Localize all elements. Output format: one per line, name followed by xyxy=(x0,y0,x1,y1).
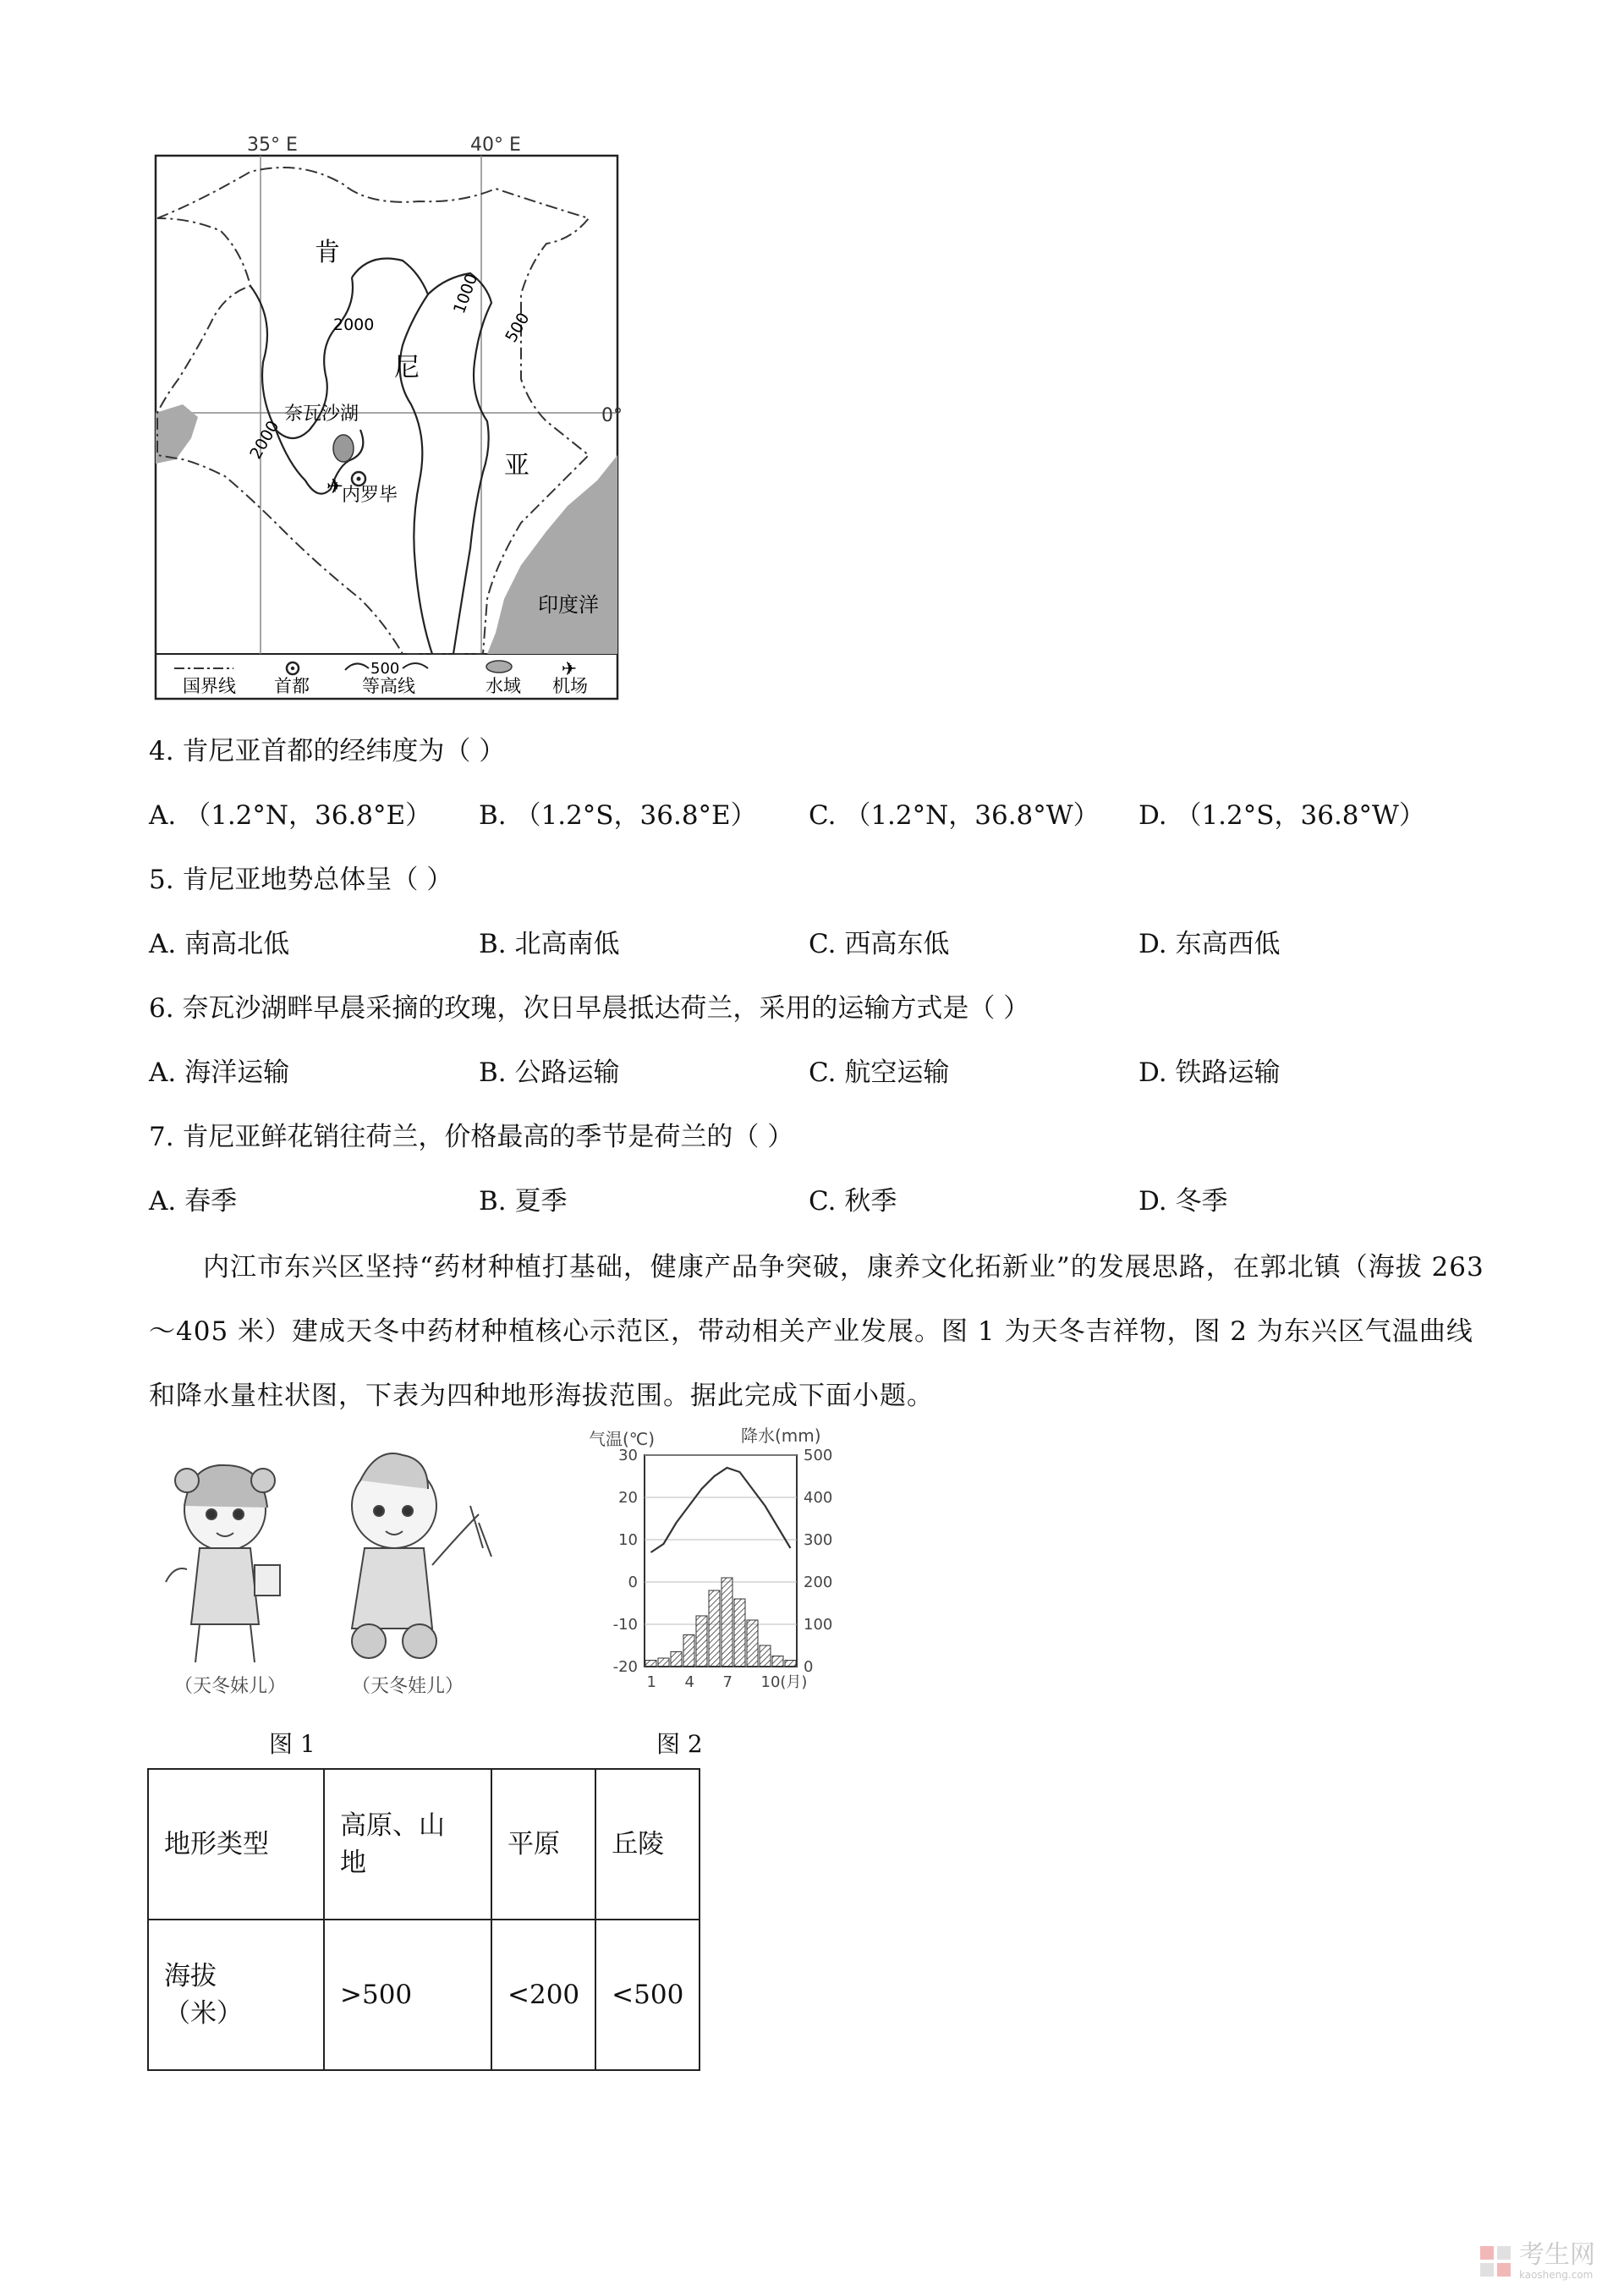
left-ticks xyxy=(613,1447,638,1676)
lake-label: 奈瓦沙湖 xyxy=(284,404,359,425)
header-plateau-mountain xyxy=(324,1769,491,1920)
q4-option-b[interactable]: B. （1.2°S，36.8°E） xyxy=(479,800,757,831)
mascot-girl-caption: （天冬妹儿） xyxy=(174,1676,287,1697)
table-row-elevation xyxy=(148,1920,700,2070)
q6-option-b[interactable]: B. 公路运输 xyxy=(479,1057,620,1088)
header-plateau-line1: 高原、山 xyxy=(340,1810,445,1841)
legend-water-label: 水域 xyxy=(486,676,521,696)
precip-bar xyxy=(760,1645,771,1667)
cell-plateau-mountain: >500 xyxy=(324,1920,491,2070)
precip-bar xyxy=(734,1599,745,1667)
left-tick-label: -20 xyxy=(612,1658,638,1676)
header-plain: 平原 xyxy=(491,1769,595,1920)
right-tick-label: 100 xyxy=(804,1616,833,1634)
mascot-boy xyxy=(352,1453,491,1658)
q7-option-c[interactable]: C. 秋季 xyxy=(809,1186,897,1217)
cell-plain: <200 xyxy=(491,1920,595,2070)
contour-label-2000-a: 2000 xyxy=(333,316,375,334)
q7-option-d[interactable]: D. 冬季 xyxy=(1138,1186,1228,1217)
legend-contour-label: 等高线 xyxy=(362,676,415,696)
watermark-text: 考生网 xyxy=(1519,2240,1595,2270)
header-terrain-type: 地形类型 xyxy=(148,1769,324,1920)
question-7-number: 7. xyxy=(149,1122,174,1152)
row-label-line1: 海拔 xyxy=(164,1961,217,1991)
contour-label-2000-b: 2000 xyxy=(246,417,283,463)
question-5-stem: 肯尼亚地势总体呈（ ） xyxy=(182,865,453,895)
right-ticks xyxy=(804,1447,832,1676)
question-4 xyxy=(149,734,505,768)
passage-text: 内江市东兴区坚持“药材种植打基础，健康产品争突破，康养文化拓新业”的发展思路，在郭北镇（海拔 263～405 米）建成天冬中药材种植核心示范区，带动相关产业发展。图 1 为天冬吉祥物，图 2 为东兴区气温曲线和降水量柱状图，下表为四种地形海拔范围。据此完成下面小题。 xyxy=(149,1252,1484,1411)
left-tick-label: 20 xyxy=(618,1489,638,1507)
watermark-subtext: kaosheng.com xyxy=(1519,2269,1594,2281)
precip-bar xyxy=(721,1578,732,1667)
q5-option-d[interactable]: D. 东高西低 xyxy=(1138,929,1281,959)
lon-label-40e: 40° E xyxy=(470,135,521,156)
right-tick-label: 400 xyxy=(804,1489,833,1507)
q5-option-c[interactable]: C. 西高东低 xyxy=(809,929,950,959)
country-char-1: 肯 xyxy=(315,238,340,267)
right-tick-label: 500 xyxy=(804,1447,833,1464)
question-4-number: 4. xyxy=(149,736,174,766)
header-hills: 丘陵 xyxy=(595,1769,700,1920)
gridlines xyxy=(645,1455,797,1667)
right-tick-label: 200 xyxy=(804,1574,833,1591)
right-axis-title: 降水(mm) xyxy=(741,1425,821,1446)
figure-2-caption: 图 2 xyxy=(656,1730,703,1758)
left-tick-label: -10 xyxy=(612,1616,638,1634)
right-tick-label: 0 xyxy=(804,1658,814,1676)
question-7-stem: 肯尼亚鲜花销往荷兰，价格最高的季节是荷兰的（ ） xyxy=(182,1122,794,1152)
cell-hills: <500 xyxy=(595,1920,700,2070)
question-6 xyxy=(149,991,1029,1025)
lake-naivasha-shape xyxy=(333,435,354,462)
q4-option-a[interactable]: A. （1.2°N，36.8°E） xyxy=(149,800,432,831)
x-tick-label: 1 xyxy=(646,1673,656,1691)
country-char-2: 尼 xyxy=(394,353,420,382)
country-char-3: 亚 xyxy=(504,451,529,481)
precip-bar xyxy=(683,1635,694,1667)
mascot-girl xyxy=(166,1465,280,1662)
figure-2-climate-chart xyxy=(572,1421,868,1717)
contour-label-1000: 1000 xyxy=(450,271,482,316)
precip-bar xyxy=(709,1590,720,1667)
q5-option-a[interactable]: A. 南高北低 xyxy=(149,929,290,959)
left-tick-label: 30 xyxy=(618,1447,638,1464)
left-tick-label: 10 xyxy=(618,1531,638,1549)
q6-option-a[interactable]: A. 海洋运输 xyxy=(149,1057,290,1088)
q4-option-c[interactable]: C. （1.2°N，36.8°W） xyxy=(809,800,1100,831)
figure-1-caption: 图 1 xyxy=(269,1730,315,1758)
question-6-number: 6. xyxy=(149,993,174,1024)
mascot-boy-caption: （天冬娃儿） xyxy=(352,1676,464,1697)
watermark-logo-icon xyxy=(1479,2244,1512,2278)
x-tick-label: 10(月) xyxy=(760,1673,808,1691)
q7-option-a[interactable]: A. 春季 xyxy=(149,1186,238,1217)
precip-bar xyxy=(696,1616,707,1667)
table-header-row xyxy=(148,1769,700,1920)
left-axis-title: 气温(℃) xyxy=(589,1429,656,1449)
precip-bars xyxy=(645,1578,796,1667)
legend-border-label: 国界线 xyxy=(183,676,236,696)
precip-bar xyxy=(645,1661,656,1667)
question-5-number: 5. xyxy=(149,865,174,895)
precip-bar xyxy=(747,1620,758,1667)
left-tick-label: 0 xyxy=(628,1574,638,1591)
x-ticks xyxy=(647,1673,808,1691)
plot-frame xyxy=(645,1455,797,1667)
watermark xyxy=(1479,2242,1595,2281)
ocean-label: 印度洋 xyxy=(538,593,599,617)
legend-capital-label: 首都 xyxy=(274,676,310,696)
airport-icon: ✈ xyxy=(326,475,344,498)
q4-option-d[interactable]: D. （1.2°S，36.8°W） xyxy=(1138,800,1425,831)
precip-bar xyxy=(658,1658,669,1667)
q6-option-d[interactable]: D. 铁路运输 xyxy=(1138,1057,1281,1088)
question-6-stem: 奈瓦沙湖畔早晨采摘的玫瑰，次日早晨抵达荷兰，采用的运输方式是（ ） xyxy=(182,993,1030,1024)
legend-contour-value: 500 xyxy=(370,660,400,678)
contour-label-500: 500 xyxy=(502,310,534,346)
header-plateau-line2: 地 xyxy=(340,1848,366,1878)
legend-airport-symbol: ✈ xyxy=(561,659,578,680)
row-label-line2: （米） xyxy=(164,1998,243,2029)
kenya-map xyxy=(149,125,623,717)
x-tick-label: 4 xyxy=(684,1673,694,1691)
question-7 xyxy=(149,1120,793,1154)
right-tick-label: 300 xyxy=(804,1531,833,1549)
figure-1-mascots xyxy=(149,1430,529,1717)
q7-option-b[interactable]: B. 夏季 xyxy=(479,1186,568,1217)
q6-option-c[interactable]: C. 航空运输 xyxy=(809,1057,950,1088)
legend-water-symbol xyxy=(486,661,512,673)
terrain-elevation-table xyxy=(147,1768,700,2071)
precip-bar xyxy=(785,1661,796,1667)
lon-label-35e: 35° E xyxy=(247,135,298,156)
x-tick-label: 7 xyxy=(722,1673,732,1691)
question-5 xyxy=(149,863,453,897)
q5-option-b[interactable]: B. 北高南低 xyxy=(479,929,620,959)
precip-bar xyxy=(772,1656,783,1667)
question-4-stem: 肯尼亚首都的经纬度为（ ） xyxy=(182,736,506,766)
row-label-elevation xyxy=(148,1920,324,2070)
capital-label: 内罗毕 xyxy=(342,485,398,506)
precip-bar xyxy=(671,1652,682,1667)
lat-label-equator: 0° xyxy=(601,405,623,426)
legend-airport-label: 机场 xyxy=(552,676,588,696)
